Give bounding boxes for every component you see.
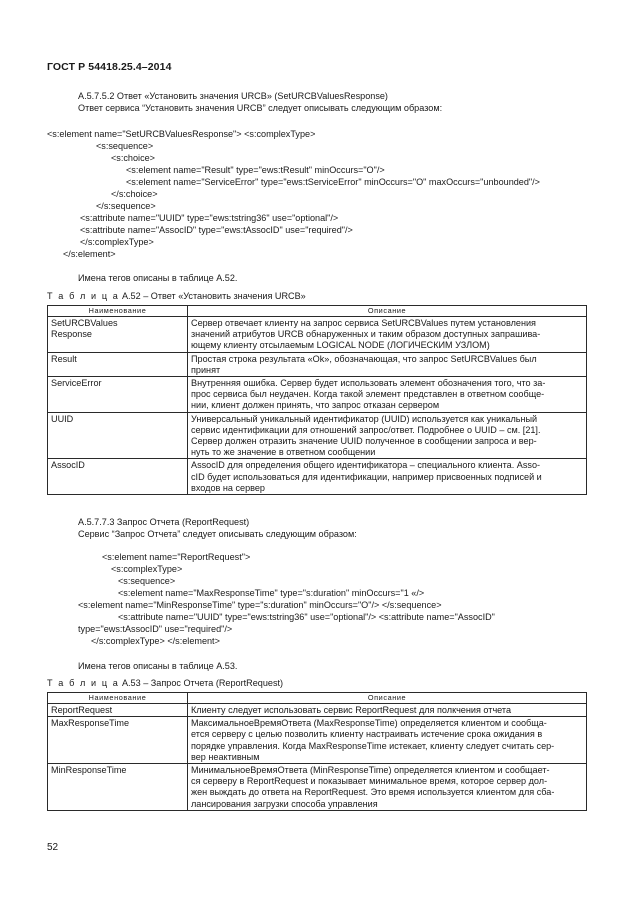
code-line: type="ews:tAssocID" use="required"/> (78, 624, 233, 634)
table-row (48, 412, 587, 459)
cell-name: MaxResponseTime (48, 717, 188, 764)
code-line: </s:complexType> (80, 237, 154, 247)
cell-description: Сервер отвечает клиенту на запрос сервиса SetURCBValues путем установления значений атрибутов URCB обнаруженных и таким образом доступных запрашива- ющему клиенту отсылаемым LOGICAL NODE (ЛОГИЧЕСКИМ УЗЛОМ) (188, 317, 587, 353)
tags-note: Имена тегов описаны в таблице А.52. (78, 273, 238, 283)
table-row (48, 459, 587, 495)
section-intro: Ответ сервиса “Установить значения URCB” следует описывать следующим образом: (78, 103, 443, 113)
table-row (48, 352, 587, 376)
table-caption (47, 291, 306, 301)
table-row (48, 717, 587, 764)
code-line: <s:attribute name="UUID" type="ews:tstring36" use="optional"/> <s:attribute name="AssocID" (118, 612, 495, 622)
cell-name: Result (48, 352, 188, 376)
column-header-description: Описание (188, 306, 587, 317)
table-a52 (47, 305, 587, 495)
code-line: <s:element name="MinResponseTime" type="s:duration" minOccurs="O"/> </s:sequence> (78, 600, 442, 610)
code-line: </s:complexType> </s:element> (91, 636, 220, 646)
table-row (48, 764, 587, 811)
section-heading: А.5.7.5.2 Ответ «Установить значения URCB» (SetURCBValuesResponse) (78, 91, 388, 101)
section-intro: Сервис “Запрос Отчета” следует описывать следующим образом: (78, 529, 357, 539)
table-row (48, 704, 587, 717)
cell-name: MinResponseTime (48, 764, 188, 811)
page-number: 52 (47, 842, 59, 853)
table-caption (47, 678, 283, 688)
code-line: </s:sequence> (96, 201, 156, 211)
code-line: <s:element name="SetURCBValuesResponse"> <s:complexType> (47, 129, 316, 139)
column-header-description: Описание (188, 693, 587, 704)
code-line: <s:element name="ReportRequest"> (102, 552, 251, 562)
code-line: <s:sequence> (118, 576, 176, 586)
cell-description: Внутренняя ошибка. Сервер будет использовать элемент обозначения того, что за- прос сервиса был неудачен. Когда такой элемент представлен в ответном сообще- нии, клиент должен принять, что запрос отказан сервером (188, 377, 587, 413)
cell-description: Универсальный уникальный идентификатор (UUID) используется как уникальный сервис идентификации для отношений запрос/ответ. Подробнее о UUID – см. [21]. Сервер должен отразить значение UUID полученное в сообщении запроса и вер- нуть то же значение в ответном сообщении (188, 412, 587, 459)
table-row (48, 377, 587, 413)
cell-description: МаксимальноеВремяОтвета (MaxResponseTime) определяется клиентом и сообща- ется серверу с целью позволить клиенту настраивать истечение срока ожидания в порядке управления. Когда MaxResponseTime истекает, клиенту следует считать сер- вер неактивным (188, 717, 587, 764)
code-line: </s:choice> (111, 189, 158, 199)
document-header: ГОСТ Р 54418.25.4–2014 (47, 61, 172, 73)
table-header-row (48, 306, 587, 317)
caption-text: А.52 – Ответ «Установить значения URCB» (119, 291, 306, 301)
code-line: <s:sequence> (96, 141, 154, 151)
table-row (48, 317, 587, 353)
code-line: <s:attribute name="AssocID" type="ews:tAssocID" use="required"/> (80, 225, 353, 235)
cell-description: Клиенту следует использовать сервис ReportRequest для полкчения отчета (188, 704, 587, 717)
code-line: <s:element name="MaxResponseTime" type="s:duration" minOccurs="1 «/> (118, 588, 425, 598)
cell-name: UUID (48, 412, 188, 459)
tags-note: Имена тегов описаны в таблице А.53. (78, 661, 238, 671)
cell-name: ServiceError (48, 377, 188, 413)
code-line: </s:element> (63, 249, 116, 259)
cell-description: AssocID для определения общего идентификатора – специального клиента. Asso- cID будет использоваться для идентификации, например присвоенных подписей и входов на сервер (188, 459, 587, 495)
cell-description: МинимальноеВремяОтвета (MinResponseTime) определяется клиентом и сообщает- ся серверу в ReportRequest и показывает минимальное время, которое сервер дол- жен выждать до ответа на ReportRequest. Это время используется клиентом для сба- лансирования загрузки способа управления (188, 764, 587, 811)
code-line: <s:choice> (111, 153, 155, 163)
code-line: <s:element name="ServiceError" type="ews:tServiceError" minOccurs="O" maxOccurs="unbounded"/> (126, 177, 540, 187)
table-a53 (47, 692, 587, 811)
cell-name: SetURCBValues Response (48, 317, 188, 353)
cell-name: AssocID (48, 459, 188, 495)
caption-prefix: Т а б л и ц а (47, 291, 120, 301)
cell-name: ReportRequest (48, 704, 188, 717)
cell-description: Простая строка результата «Ok», обозначающая, что запрос SetURCBValues был принят (188, 352, 587, 376)
code-line: <s:element name="Result" type="ews:tResult" minOccurs="O"/> (126, 165, 385, 175)
column-header-name: Наименование (48, 306, 188, 317)
caption-text: А.53 – Запрос Отчета (ReportRequest) (119, 678, 284, 688)
column-header-name: Наименование (48, 693, 188, 704)
table-header-row (48, 693, 587, 704)
code-line: <s:complexType> (111, 564, 183, 574)
section-heading: А.5.7.7.3 Запрос Отчета (ReportRequest) (78, 517, 250, 527)
code-line: <s:attribute name="UUID" type="ews:tstring36" use="optional"/> (80, 213, 339, 223)
caption-prefix: Т а б л и ц а (47, 678, 120, 688)
